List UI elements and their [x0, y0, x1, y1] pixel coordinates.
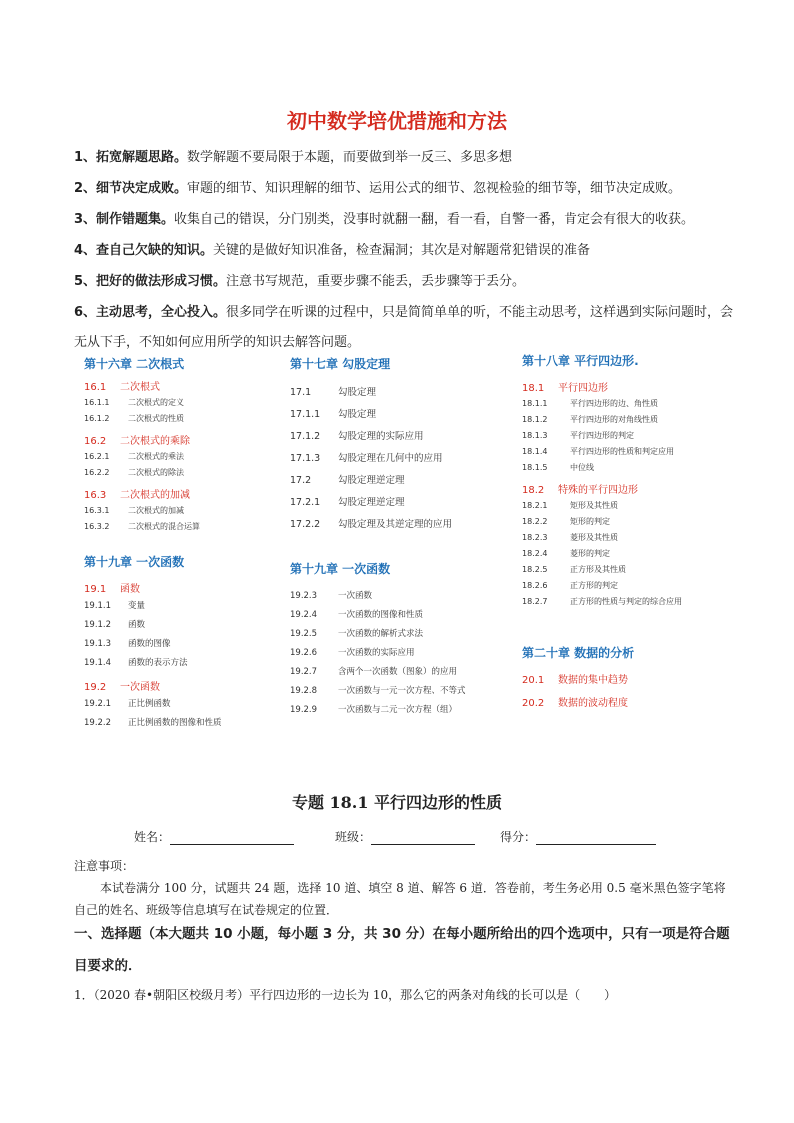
section-title: 16.3 二次根式的加减 [84, 490, 190, 501]
toc-item: 17.1.3 勾股定理在几何中的应用 [290, 453, 443, 464]
section-title: 18.1 平行四边形 [522, 383, 608, 394]
toc-item: 19.1.2 函数 [84, 620, 146, 630]
chapter-title: 第十七章 勾股定理 [290, 357, 391, 371]
tip-4 [74, 236, 734, 266]
toc-item: 19.2.4 一次函数的图像和性质 [290, 610, 424, 620]
section-title: 19.1 函数 [84, 584, 140, 595]
toc-item: 18.1.5 中位线 [522, 463, 594, 472]
section-title: 16.2 二次根式的乘除 [84, 436, 190, 447]
toc-item: 18.2.5 正方形及其性质 [522, 565, 626, 574]
tip-heading: 5、把好的做法形成习惯。 [74, 274, 227, 289]
toc-item: 18.2.3 菱形及其性质 [522, 533, 618, 542]
toc-item: 16.2.1 二次根式的乘法 [84, 452, 184, 461]
toc-item: 19.2.2 正比例函数的图像和性质 [84, 718, 222, 728]
tip-text: 很多同学在听课的过程中，只是简简单单的听，不能主动思考，这样遇到实际问题时，会无从下手，不知如何应用所学的知识去解答问题。 [74, 305, 734, 350]
tip-text: 关键的是做好知识准备，检查漏洞；其次是对解题常犯错误的准备 [213, 243, 591, 258]
tip-text: 注意书写规范，重要步骤不能丢，丢步骤等于丢分。 [226, 274, 526, 289]
toc-item: 19.1.4 函数的表示方法 [84, 658, 188, 668]
toc-item: 16.1.2 二次根式的性质 [84, 414, 184, 423]
tip-heading: 6、主动思考，全心投入。 [74, 305, 227, 320]
tip-heading: 2、细节决定成败。 [74, 181, 188, 196]
toc-item: 17.2 勾股定理逆定理 [290, 475, 405, 486]
toc-item: 17.1 勾股定理 [290, 387, 377, 398]
chapter-title: 第二十章 数据的分析 [522, 646, 635, 660]
name-field [134, 828, 294, 845]
toc-item: 18.1.3 平行四边形的判定 [522, 431, 634, 440]
tip-heading: 3、制作错题集。 [74, 212, 175, 227]
tip-heading: 4、查自己欠缺的知识。 [74, 243, 214, 258]
toc-item: 18.2.1 矩形及其性质 [522, 501, 618, 510]
section-title: 20.2 数据的波动程度 [522, 698, 628, 709]
toc-item: 18.2.6 正方形的判定 [522, 581, 618, 590]
notice-body: 本试卷满分 100 分，试题共 24 题，选择 10 道、填空 8 道、解答 6 道．答卷前，考生务必用 0.5 毫米黑色签字笔将自己的姓名、班级等信息填写在试卷规定的位置． [74, 881, 726, 917]
toc-item: 17.1.2 勾股定理的实际应用 [290, 431, 424, 442]
toc-item: 19.1.1 变量 [84, 601, 146, 611]
section-heading: 一、选择题（本大题共 10 小题，每小题 3 分，共 30 分）在每小题所给出的四个选项中，只有一项是符合题目要求的． [74, 926, 730, 974]
page-title: 初中数学培优措施和方法 [287, 109, 507, 133]
toc-item: 17.2.2 勾股定理及其逆定理的应用 [290, 519, 453, 530]
exam-title: 专题 18.1 平行四边形的性质 [291, 793, 503, 812]
section-title: 18.2 特殊的平行四边形 [522, 485, 638, 496]
toc-item: 19.2.7 含两个一次函数（图象）的应用 [290, 667, 458, 677]
chapter-title: 第十九章 一次函数 [290, 562, 391, 576]
toc-item: 19.2.1 正比例函数 [84, 699, 171, 709]
class-field [335, 828, 475, 845]
notice-title: 注意事项： [74, 859, 135, 873]
chapter-title: 第十八章 平行四边形. [522, 354, 639, 368]
class-blank [371, 832, 475, 845]
toc-item: 18.1.4 平行四边形的性质和判定应用 [522, 447, 674, 456]
score-label: 得分： [500, 830, 537, 844]
chapter-title: 第十九章 一次函数 [84, 555, 185, 569]
toc-item: 18.1.1 平行四边形的边、角性质 [522, 399, 658, 408]
score-blank [536, 832, 656, 845]
class-label: 班级： [335, 830, 372, 844]
toc-item: 18.2.4 菱形的判定 [522, 549, 610, 558]
toc-item: 19.2.9 一次函数与二元一次方程（组） [290, 705, 458, 715]
toc-item: 19.1.3 函数的图像 [84, 639, 171, 649]
toc-item: 17.2.1 勾股定理逆定理 [290, 497, 405, 508]
toc-item: 16.2.2 二次根式的除法 [84, 468, 184, 477]
toc-item: 16.3.1 二次根式的加减 [84, 506, 184, 515]
tip-heading: 1、拓宽解题思路。 [74, 150, 188, 165]
toc-item: 16.3.2 二次根式的混合运算 [84, 522, 200, 531]
toc-item: 19.2.8 一次函数与一元一次方程、不等式 [290, 686, 466, 696]
toc-item: 19.2.3 一次函数 [290, 591, 373, 601]
toc-item: 18.1.2 平行四边形的对角线性质 [522, 415, 658, 424]
chapter-title: 第十六章 二次根式 [84, 357, 185, 371]
tip-3 [74, 205, 734, 235]
toc-item: 19.2.6 一次函数的实际应用 [290, 648, 415, 658]
tip-6 [74, 298, 734, 358]
section-title: 19.2 一次函数 [84, 682, 160, 693]
tip-text: 收集自己的错误，分门别类，没事时就翻一翻，看一看，自警一番，肯定会有很大的收获。 [174, 212, 695, 227]
section-title: 20.1 数据的集中趋势 [522, 675, 628, 686]
toc-item: 16.1.1 二次根式的定义 [84, 398, 184, 407]
toc-column-1 [84, 355, 274, 733]
tip-5 [74, 267, 734, 297]
tip-text: 数学解题不要局限于本题，而要做到举一反三、多思多想 [187, 150, 513, 165]
name-label: 姓名： [134, 830, 171, 844]
name-blank [170, 832, 294, 845]
tip-2 [74, 174, 734, 204]
tip-text: 审题的细节、知识理解的细节、运用公式的细节、忽视检验的细节等，细节决定成败。 [187, 181, 682, 196]
section-title: 16.1 二次根式 [84, 382, 160, 393]
toc-item: 18.2.7 正方形的性质与判定的综合应用 [522, 597, 682, 606]
toc-item: 18.2.2 矩形的判定 [522, 517, 610, 526]
score-field [500, 828, 656, 845]
tip-1 [74, 143, 734, 173]
toc-column-2 [290, 355, 505, 720]
question-1: 1．（2020 春•朝阳区校级月考）平行四边形的一边长为 10，那么它的两条对角线的长可以是（ ） [74, 988, 617, 1002]
toc-item: 17.1.1 勾股定理 [290, 409, 377, 420]
toc-column-3 [522, 352, 742, 711]
toc-item: 19.2.5 一次函数的解析式求法 [290, 629, 424, 639]
